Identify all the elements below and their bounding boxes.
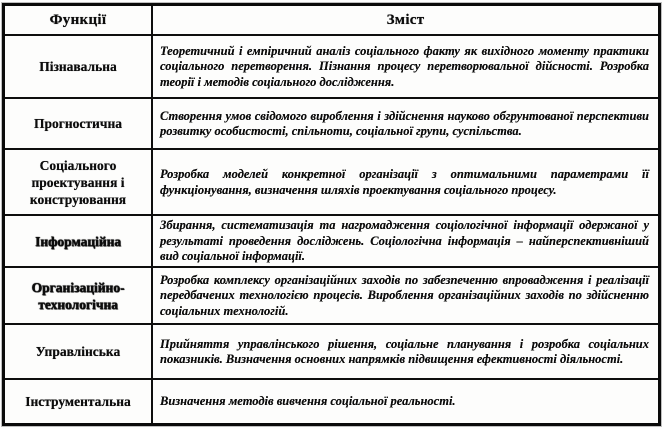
- function-description-sotsialnogo-proektuvannia: [153, 148, 658, 214]
- function-label-prognostychna: Прогностична: [5, 97, 153, 148]
- function-description-organizatsiino-tekhnologichna: [153, 266, 658, 323]
- function-description-prognostychna: [153, 97, 658, 148]
- description-text: Теоретичний і емпіричний аналіз соціального факту як вихідного моменту практики соціального перетворення. Пізнання процесу перетворювальної дійсності. Розробка теорії і методів соціального дослідження.: [160, 43, 649, 89]
- functions-table: [2, 3, 661, 426]
- description-text: Збирання, систематизація та нагромадження соціологічної інформації одержаної у результаті проведення досліджень. Соціологічна інформація – найперспективніший вид соціальної інформації.: [160, 218, 649, 264]
- description-text: Прийняття управлінського рішення, соціальне планування і розробка соціальних показників. Визначення основних напрямків підвищення ефективності діяльності.: [160, 336, 649, 366]
- description-text: Розробка комплексу організаційних заходів по забезпеченню впровадження і реалізації передбачених технологією процесів. Вироблення організаційних заходів по здійсненню соціальних технологій.: [160, 272, 649, 318]
- column-header-functions: Функції: [5, 6, 153, 34]
- function-description-informatsiina: [153, 214, 658, 266]
- function-description-piznavalna: [153, 34, 658, 97]
- function-label-informatsiina: Інформаційна: [5, 214, 153, 266]
- function-label-organizatsiino-tekhnologichna: Організаційно-технологічна: [5, 266, 153, 323]
- function-description-instrumentalna: [153, 378, 658, 423]
- description-text: Створення умов свідомого вироблення і здійснення науково обгрунтованої перспективи розвитку особистості, спільноти, соціальної групи, суспільства.: [160, 108, 649, 138]
- column-header-content: Зміст: [153, 6, 658, 34]
- description-text: Розробка моделей конкретної організації з оптимальними параметрами її функціонування, визначення шляхів проектування соціального процесу.: [160, 167, 649, 197]
- function-label-instrumentalna: Інструментальна: [5, 378, 153, 423]
- description-text: Визначення методів вивчення соціальної реальності.: [160, 394, 456, 409]
- function-description-upravlinska: [153, 323, 658, 378]
- function-label-piznavalna: Пізнавальна: [5, 34, 153, 97]
- function-label-sotsialnogo-proektuvannia: Соціального проектування і конструювання: [5, 148, 153, 214]
- function-label-upravlinska: Управлінська: [5, 323, 153, 378]
